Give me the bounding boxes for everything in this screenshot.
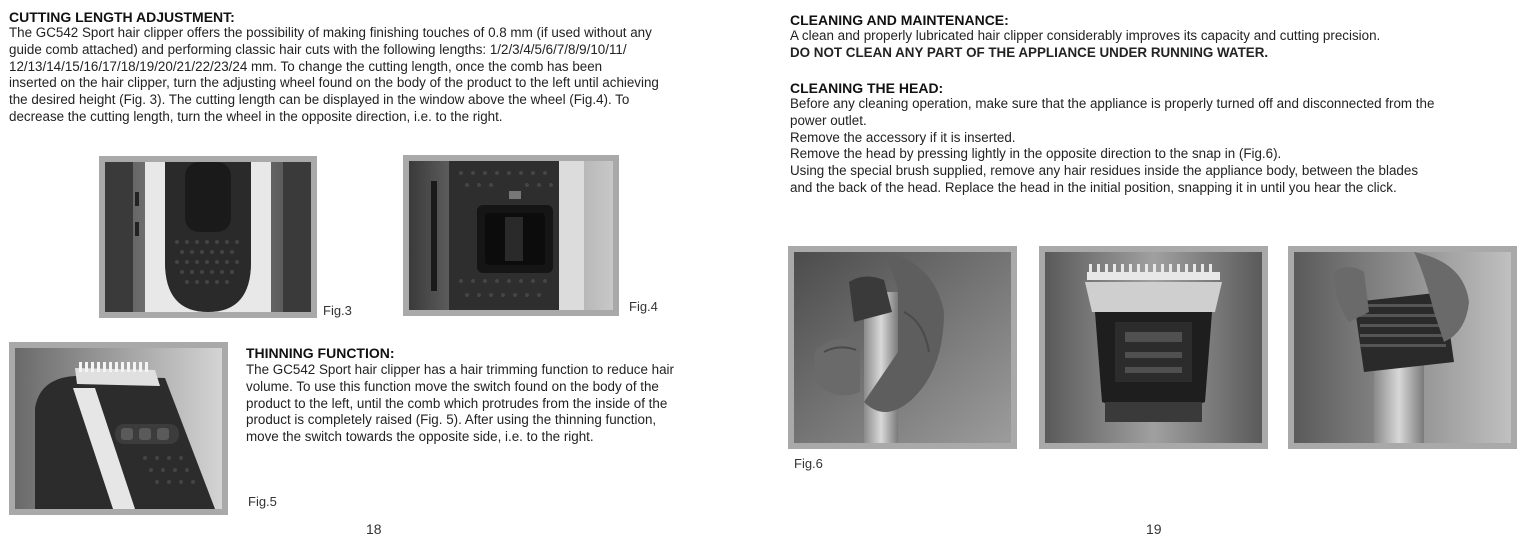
thinning-line-3: product to the left, until the comb which protrudes from the inside of the xyxy=(246,395,668,411)
thinning-line-1: The GC542 Sport hair clipper has a hair trimming function to reduce hair xyxy=(246,362,674,377)
cutting-line-4: inserted on the hair clipper, turn the adjusting wheel found on the body of the product to the left until achieving xyxy=(9,75,659,91)
fig5-caption: Fig.5 xyxy=(248,494,277,509)
cleaning-head-heading: CLEANING THE HEAD: xyxy=(790,80,944,96)
fig6-caption: Fig.6 xyxy=(794,456,823,471)
fig4-photo xyxy=(403,155,619,316)
thinning-line-2: volume. To use this function move the switch found on the body of the xyxy=(246,378,659,394)
head-line-2: power outlet. xyxy=(790,112,867,128)
cleaning-warning: DO NOT CLEAN ANY PART OF THE APPLIANCE UNDER RUNNING WATER. xyxy=(790,44,1269,60)
head-line-4: Remove the head by pressing lightly in the opposite direction to the snap in (Fig.6). xyxy=(790,146,1282,162)
cutting-line-6: decrease the cutting length, turn the wheel in the opposite direction, i.e. to the right. xyxy=(9,108,503,124)
cutting-line-2: guide comb attached) and performing classic hair cuts with the following lengths: 1/2/3/4/5/6/7/8/9/10/11/ xyxy=(9,41,627,57)
cleaning-maintenance-heading: CLEANING AND MAINTENANCE: xyxy=(790,12,1009,28)
page-number-right: 19 xyxy=(1146,521,1162,537)
thinning-line-5: move the switch towards the opposite side, i.e. to the right. xyxy=(246,429,594,445)
fig6-photo-1 xyxy=(788,246,1017,449)
head-line-6: and the back of the head. Replace the head in the initial position, snapping it in until you hear the click. xyxy=(790,179,1397,195)
cleaning-line-1: A clean and properly lubricated hair clipper considerably improves its capacity and cutting precision. xyxy=(790,28,1381,43)
head-line-1: Before any cleaning operation, make sure that the appliance is properly turned off and disconnected from the xyxy=(790,96,1435,111)
fig3-photo xyxy=(99,156,317,318)
fig3-caption: Fig.3 xyxy=(323,303,352,318)
fig6-photo-3 xyxy=(1288,246,1517,449)
thinning-function-heading: THINNING FUNCTION: xyxy=(246,345,395,361)
fig6-photo-2 xyxy=(1039,246,1268,449)
cutting-line-1: The GC542 Sport hair clipper offers the possibility of making finishing touches of 0.8 mm (if used without any xyxy=(9,25,652,40)
cutting-length-heading: CUTTING LENGTH ADJUSTMENT: xyxy=(9,9,235,25)
page-number-left: 18 xyxy=(366,521,382,537)
cutting-line-5: the desired height (Fig. 3). The cutting length can be displayed in the window above the wheel (Fig.4). To xyxy=(9,92,630,108)
cutting-line-3: 12/13/14/15/16/17/18/19/20/21/22/23/24 mm. To change the cutting length, once the comb has been xyxy=(9,58,603,74)
cleaning-head-paragraph xyxy=(790,96,1522,197)
cutting-length-paragraph xyxy=(9,25,742,126)
fig4-caption: Fig.4 xyxy=(629,299,658,314)
cleaning-maintenance-text xyxy=(790,28,1380,62)
thinning-line-4: product is completely raised (Fig. 5). After using the thinning function, xyxy=(246,412,657,428)
head-line-3: Remove the accessory if it is inserted. xyxy=(790,129,1016,145)
fig5-photo xyxy=(9,342,228,515)
head-line-5: Using the special brush supplied, remove any hair residues inside the appliance body, between the blades xyxy=(790,163,1419,179)
thinning-function-paragraph xyxy=(246,362,735,446)
